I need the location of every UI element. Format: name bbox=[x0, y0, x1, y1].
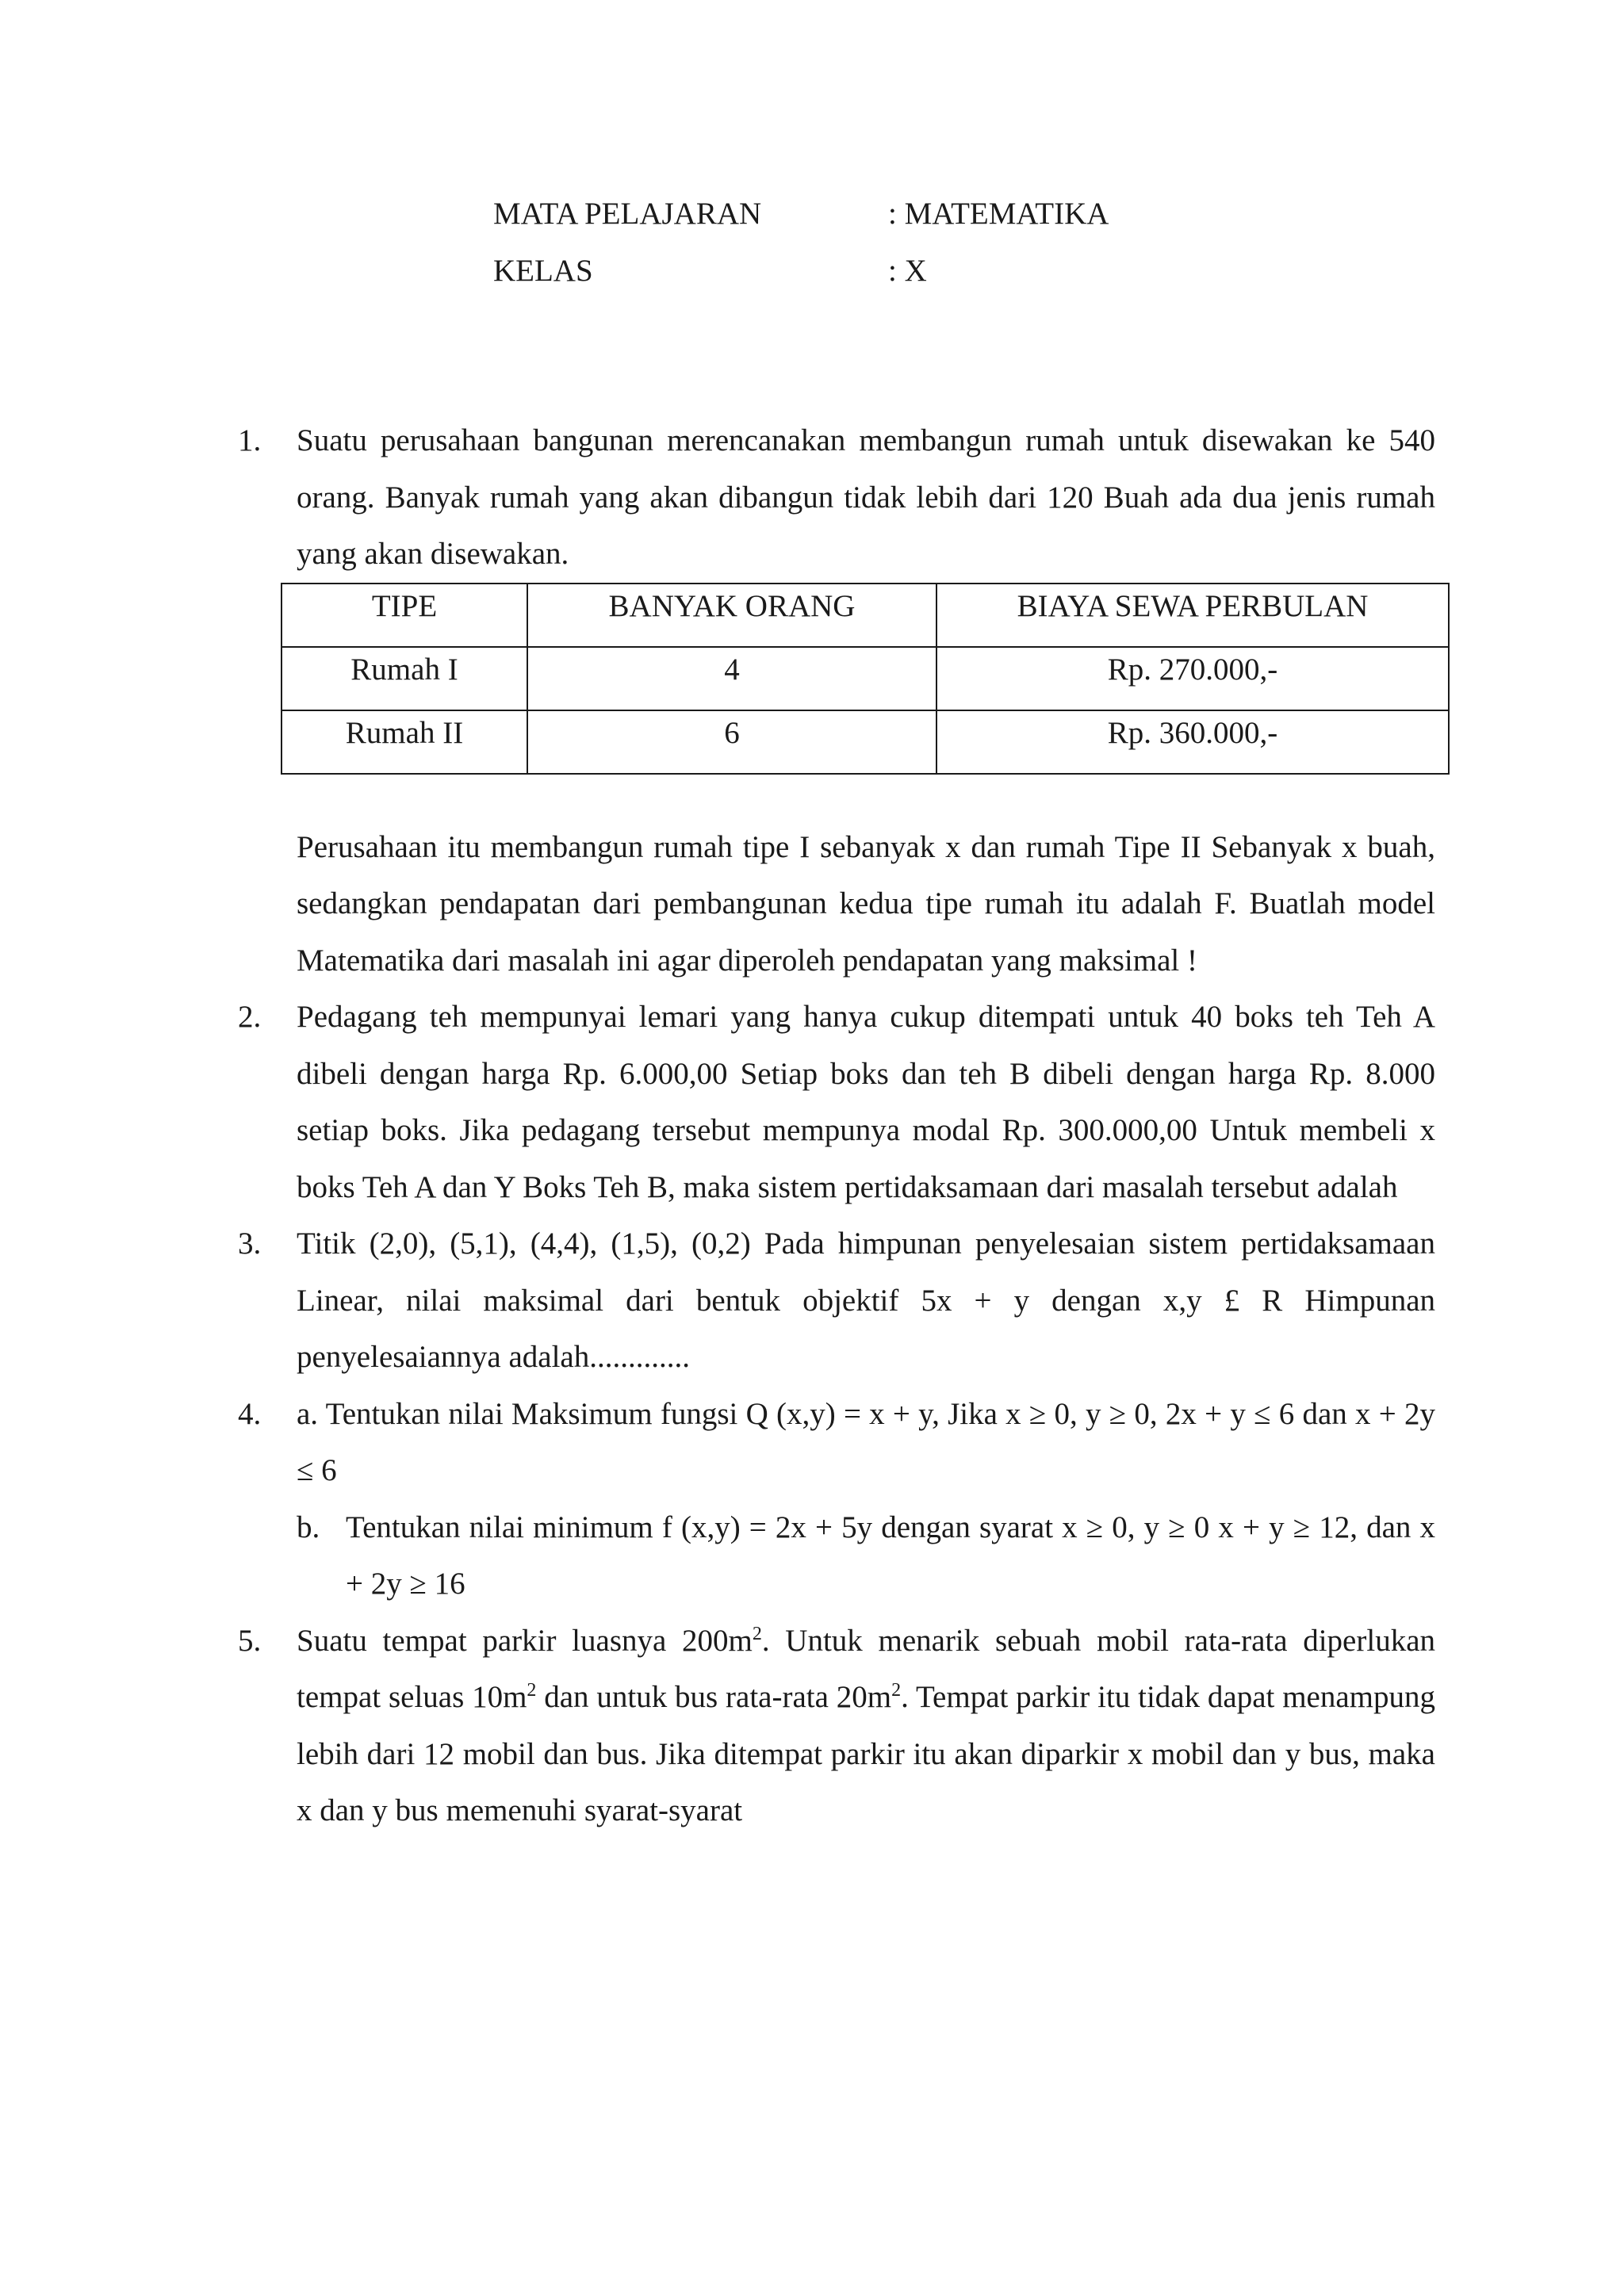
question-number: 3. bbox=[238, 1226, 262, 1261]
question-text: Titik (2,0), (5,1), (4,4), (1,5), (0,2) Pada himpunan penyelesaian sistem pertidaksamaan Linear, nilai maksimal dari bentuk objektif 5x + y dengan x,y £ R Himpunan penyelesaiannya adalah............. bbox=[297, 1226, 1435, 1374]
class-value: : X bbox=[888, 254, 927, 288]
class-row bbox=[493, 247, 1109, 304]
question-text: Perusahaan itu membangun rumah tipe I sebanyak x dan rumah Tipe II Sebanyak x buah, sedangkan pendapatan dari pembangunan kedua tipe rumah itu adalah F. Buatlah model Matematika dari masalah ini agar diperoleh pendapatan yang maksimal ! bbox=[297, 829, 1435, 978]
superscript: 2 bbox=[527, 1680, 537, 1701]
question-text: Suatu perusahaan bangunan merencanakan membangun rumah untuk disewakan ke 540 orang. Banyak rumah yang akan dibangun tidak lebih dari 120 Buah ada dua jenis rumah yang akan disewakan. bbox=[297, 423, 1435, 571]
table-cell: 4 bbox=[527, 647, 936, 710]
question-1 bbox=[238, 412, 1435, 989]
column-header: TIPE bbox=[282, 584, 527, 647]
superscript: 2 bbox=[752, 1623, 762, 1644]
question-number: 5. bbox=[238, 1623, 262, 1658]
text-segment: Suatu tempat parkir luasnya 200m bbox=[297, 1623, 753, 1658]
subject-row bbox=[493, 190, 1109, 247]
text-segment: . Untuk menarik sebuah mobil rata-rata diperlukan tempat seluas 10m bbox=[297, 1623, 1435, 1714]
question-number: 1. bbox=[238, 423, 262, 457]
table-cell: Rp. 360.000,- bbox=[936, 710, 1449, 774]
text-segment: . Tempat parkir itu tidak dapat menampung lebih dari 12 mobil dan bus. Jika ditempat parkir itu akan diparkir x mobil dan y bus, maka x dan y bus memenuhi syarat-syarat bbox=[297, 1680, 1435, 1827]
question-list bbox=[238, 412, 1435, 1839]
subject-label: MATA PELAJARAN bbox=[493, 197, 762, 231]
question-number: 4. bbox=[238, 1396, 262, 1431]
table-cell: 6 bbox=[527, 710, 936, 774]
column-header: BIAYA SEWA PERBULAN bbox=[936, 584, 1449, 647]
column-header: BANYAK ORANG bbox=[527, 584, 936, 647]
question-5 bbox=[238, 1613, 1435, 1839]
question-3 bbox=[238, 1215, 1435, 1386]
question-2 bbox=[238, 989, 1435, 1215]
table-row bbox=[282, 647, 1449, 710]
subject-value: : MATEMATIKA bbox=[888, 197, 1109, 231]
part-b-label: b. bbox=[297, 1510, 320, 1544]
table-cell: Rp. 270.000,- bbox=[936, 647, 1449, 710]
table-row bbox=[282, 710, 1449, 774]
question-number: 2. bbox=[238, 1000, 262, 1034]
question-part-b bbox=[297, 1499, 1435, 1613]
table-cell: Rumah II bbox=[282, 710, 527, 774]
text-segment: dan untuk bus rata-rata 20m bbox=[536, 1680, 892, 1714]
document-header bbox=[493, 190, 1109, 304]
class-label: KELAS bbox=[493, 254, 593, 288]
table-header-row bbox=[282, 584, 1449, 647]
question-text: Pedagang teh mempunyai lemari yang hanya cukup ditempati untuk 40 boks teh Teh A dibeli dengan harga Rp. 6.000,00 Setiap boks dan teh B dibeli dengan harga Rp. 8.000 setiap boks. Jika pedagang tersebut mempunya modal Rp. 300.000,00 Untuk membeli x boks Teh A dan Y Boks Teh B, maka sistem pertidaksamaan dari masalah tersebut adalah bbox=[297, 1000, 1435, 1204]
question-text bbox=[297, 1613, 1435, 1839]
superscript: 2 bbox=[891, 1680, 902, 1701]
table-cell: Rumah I bbox=[282, 647, 527, 710]
question-4 bbox=[238, 1386, 1435, 1613]
part-b-text: Tentukan nilai minimum f (x,y) = 2x + 5y dengan syarat x ≥ 0, y ≥ 0 x + y ≥ 12, dan x + 2y ≥ 16 bbox=[346, 1510, 1435, 1601]
question-part-a: a. Tentukan nilai Maksimum fungsi Q (x,y) = x + y, Jika x ≥ 0, y ≥ 0, 2x + y ≤ 6 dan x + 2y ≤ 6 bbox=[297, 1396, 1435, 1487]
house-type-table bbox=[281, 583, 1450, 775]
